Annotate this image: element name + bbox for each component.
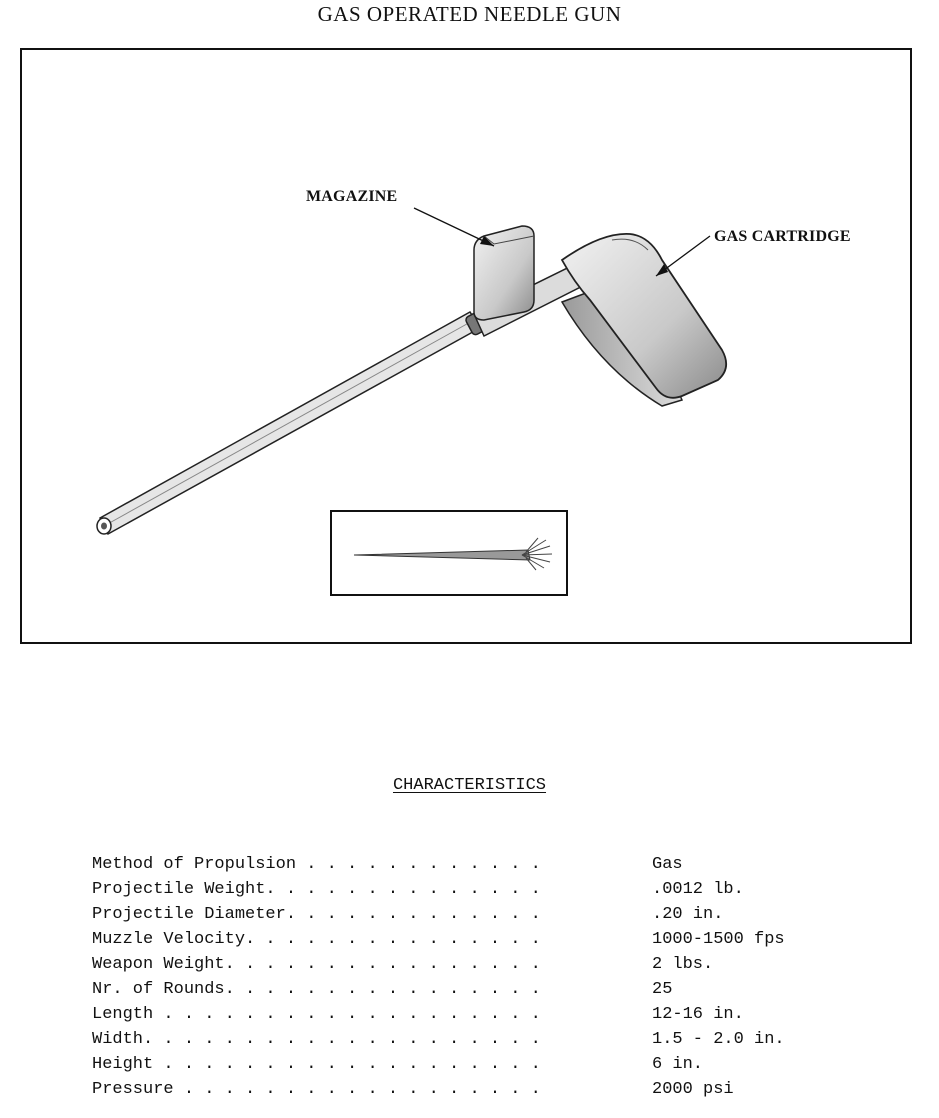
page-title: GAS OPERATED NEEDLE GUN <box>317 2 622 26</box>
spec-value: Gas <box>652 855 683 874</box>
spec-row <box>92 852 785 877</box>
spec-value: 12-16 in. <box>652 1005 744 1024</box>
spec-value: .0012 lb. <box>652 880 744 899</box>
spec-value: 1.5 - 2.0 in. <box>652 1030 785 1049</box>
gas-cartridge-callout: GAS CARTRIDGE <box>714 228 851 245</box>
spec-value: 1000-1500 fps <box>652 930 785 949</box>
characteristics-table <box>92 852 785 1102</box>
spec-label: Nr. of Rounds. . . . . . . . . . . . . . . . <box>92 980 541 999</box>
spec-row <box>92 977 785 1002</box>
spec-value: 25 <box>652 980 673 999</box>
spec-value: .20 in. <box>652 905 724 924</box>
spec-value: 2 lbs. <box>652 955 714 974</box>
magazine-callout: MAGAZINE <box>306 188 398 205</box>
spec-row <box>92 902 785 927</box>
spec-label: Projectile Diameter. . . . . . . . . . . . . <box>92 905 541 924</box>
needle-projectile-drawing <box>332 512 566 594</box>
spec-row <box>92 952 785 977</box>
spec-row <box>92 1052 785 1077</box>
spec-row <box>92 877 785 902</box>
spec-label: Muzzle Velocity. . . . . . . . . . . . . . . <box>92 930 541 949</box>
spec-label: Projectile Weight. . . . . . . . . . . . . . <box>92 880 541 899</box>
spec-row <box>92 927 785 952</box>
projectile-inset <box>330 510 568 596</box>
characteristics-heading: CHARACTERISTICS <box>392 776 547 795</box>
spec-label: Pressure . . . . . . . . . . . . . . . . . . <box>92 1080 541 1099</box>
spec-row <box>92 1027 785 1052</box>
spec-row <box>92 1002 785 1027</box>
spec-label: Length . . . . . . . . . . . . . . . . . . . <box>92 1005 541 1024</box>
spec-row <box>92 1077 785 1102</box>
spec-label: Height . . . . . . . . . . . . . . . . . . . <box>92 1055 541 1074</box>
spec-value: 6 in. <box>652 1055 704 1074</box>
projectile-fins <box>522 538 552 570</box>
barrel <box>97 312 480 534</box>
spec-label: Method of Propulsion . . . . . . . . . . . . <box>92 855 541 874</box>
spec-label: Width. . . . . . . . . . . . . . . . . . . . <box>92 1030 541 1049</box>
spec-value: 2000 psi <box>652 1080 734 1099</box>
spec-label: Weapon Weight. . . . . . . . . . . . . . . . <box>92 955 541 974</box>
weapon-illustration-frame <box>20 48 912 644</box>
